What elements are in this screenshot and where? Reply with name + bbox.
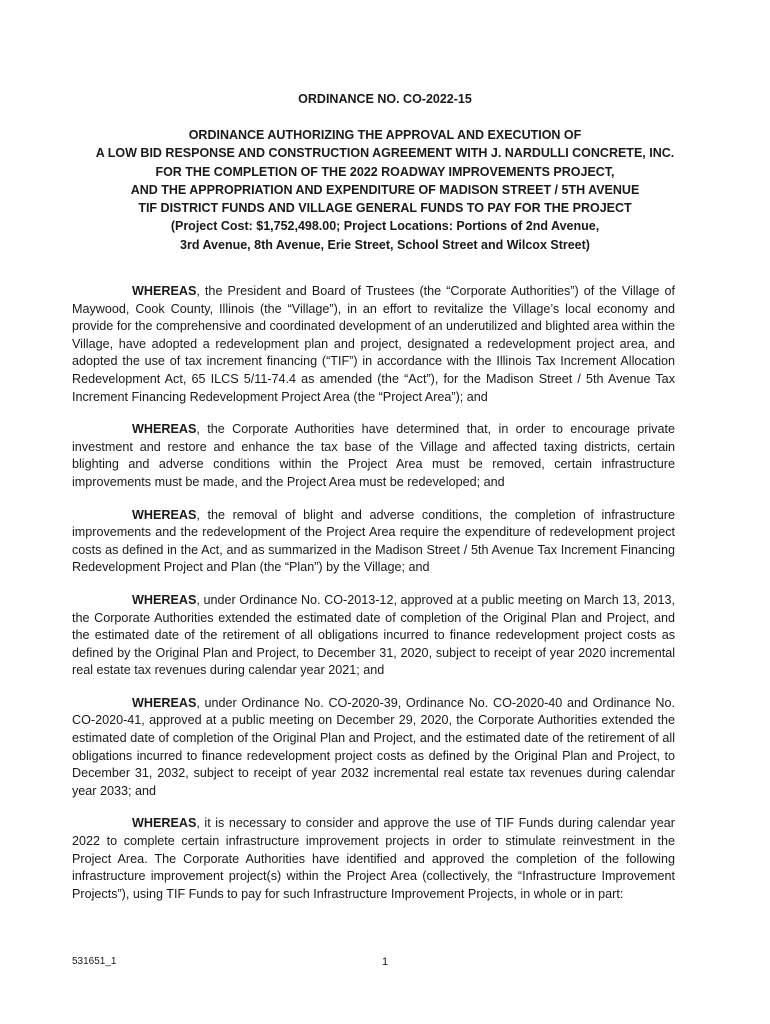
- whereas-paragraph: [72, 815, 675, 903]
- title-line: 3rd Avenue, 8th Avenue, Erie Street, School Street and Wilcox Street): [180, 237, 590, 252]
- paragraph-lead: WHEREAS: [132, 507, 197, 522]
- paragraph-text: , the Corporate Authorities have determined that, in order to encourage private investment and restore and enhance the tax base of the Village and affected taxing districts, certain blighting and adverse conditions within the Project Area must be removed, certain infrastructure improvements must be made, and the Project Area must be redeveloped; and: [72, 422, 675, 489]
- page-number: 1: [381, 956, 389, 968]
- title-line: TIF DISTRICT FUNDS AND VILLAGE GENERAL FUNDS TO PAY FOR THE PROJECT: [138, 201, 632, 216]
- title-line: ORDINANCE AUTHORIZING THE APPROVAL AND EXECUTION OF: [188, 128, 582, 142]
- title-line: (Project Cost: $1,752,498.00; Project Locations: Portions of 2nd Avenue,: [170, 219, 600, 234]
- paragraph-lead: WHEREAS: [132, 592, 197, 607]
- document-id: 531651_1: [72, 956, 117, 967]
- paragraph-text: , under Ordinance No. CO-2013-12, approved at a public meeting on March 13, 2013, the Corporate Authorities extended the estimated date of completion of the Original Plan and Project, and the estimated date of the retirement of all obligations incurred to finance redevelopment project costs as defined by the Original Plan and Project, to December 31, 2020, subject to receipt of year 2020 incremental real estate tax revenues during calendar year 2021; and: [72, 592, 675, 678]
- title-line: AND THE APPROPRIATION AND EXPENDITURE OF MADISON STREET / 5TH AVENUE: [130, 182, 640, 197]
- paragraph-text: , the President and Board of Trustees (the “Corporate Authorities”) of the Village of Maywood, Cook County, Illinois (the “Village”), in an effort to revitalize the Village’s local economy and provide for the comprehensive and coordinated development of an underutilized and blighted area within the Village, have adopted a redevelopment plan and project, designated a redevelopment project area, and adopted the use of tax increment financing (“TIF”) in accordance with the Illinois Tax Increment Allocation Redevelopment Act, 65 ILCS 5/11-74.4 as amended (the “Act”), for the Madison Street / 5th Avenue Tax Increment Financing Redevelopment Project Area (the “Project Area”); and: [72, 284, 675, 404]
- whereas-paragraph: [72, 592, 675, 680]
- paragraph-lead: WHEREAS: [132, 284, 197, 298]
- paragraph-text: , under Ordinance No. CO-2020-39, Ordinance No. CO-2020-40 and Ordinance No. CO-2020-41, approved at a public meeting on December 29, 2020, the Corporate Authorities extended the estimated date of completion of the Original Plan and Project, and the estimated date of the retirement of all obligations incurred to finance redevelopment project costs as defined by the Original Plan and Project, to December 31, 2032, subject to receipt of year 2032 incremental real estate tax revenues during calendar year 2033; and: [72, 695, 675, 798]
- paragraph-lead: WHEREAS: [132, 695, 197, 710]
- whereas-paragraph: [72, 695, 675, 801]
- ordinance-title: [80, 126, 690, 254]
- whereas-paragraph: [72, 283, 675, 406]
- title-line: A LOW BID RESPONSE AND CONSTRUCTION AGREEMENT WITH J. NARDULLI CONCRETE, INC.: [95, 146, 675, 161]
- title-line: FOR THE COMPLETION OF THE 2022 ROADWAY IMPROVEMENTS PROJECT,: [155, 164, 615, 179]
- paragraph-text: , the removal of blight and adverse conditions, the completion of infrastructure improvements and the redevelopment of the Project Area require the expenditure of redevelopment project costs as defined in the Act, and as summarized in the Madison Street / 5th Avenue Tax Increment Financing Redevelopment Project and Plan (the “Plan”) by the Village; and: [72, 507, 675, 575]
- whereas-paragraph: [72, 421, 675, 491]
- ordinance-number: ORDINANCE NO. CO-2022-15: [298, 92, 472, 106]
- document-body: [72, 283, 675, 918]
- paragraph-lead: WHEREAS: [132, 816, 197, 831]
- whereas-paragraph: [72, 507, 675, 577]
- paragraph-text: , it is necessary to consider and approve the use of TIF Funds during calendar year 2022 to complete certain infrastructure improvement projects in order to stimulate reinvestment in the Project Area. The Corporate Authorities have identified and approved the completion of the following infrastructure improvement project(s) within the Project Area (collectively, the “Infrastructure Improvement Projects”), using TIF Funds to pay for such Infrastructure Improvement Projects, in whole or in part:: [72, 816, 675, 901]
- paragraph-lead: WHEREAS: [132, 422, 197, 437]
